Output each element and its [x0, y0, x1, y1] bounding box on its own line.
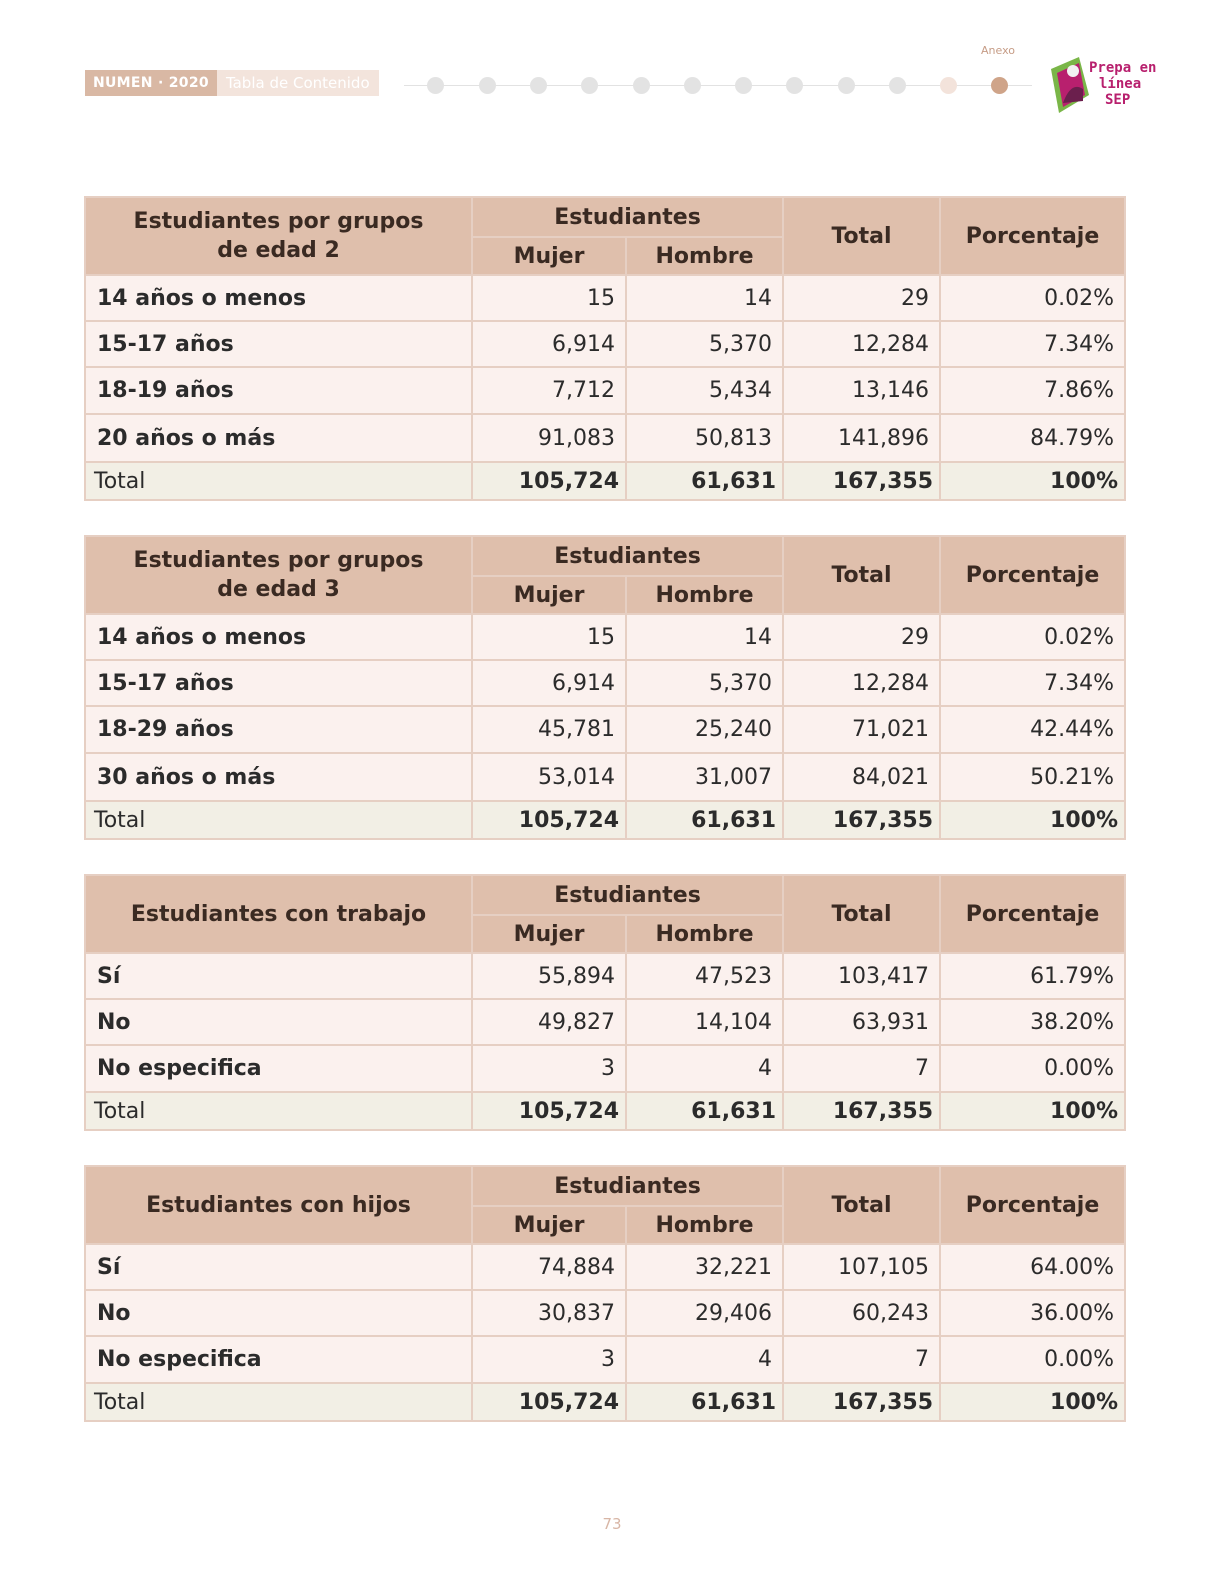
total-mujer: 105,724 [472, 801, 626, 839]
total-hombre: 61,631 [626, 801, 783, 839]
cell-pct: 42.44% [940, 706, 1125, 753]
section-nav-dot[interactable] [940, 77, 957, 94]
cell-total: 13,146 [783, 367, 940, 414]
table-row [85, 321, 1125, 367]
cell-mujer: 55,894 [472, 953, 626, 999]
cell-hombre: 50,813 [626, 414, 783, 462]
total-hombre: 61,631 [626, 462, 783, 500]
col-total-header: Total [783, 197, 940, 275]
table-title: Estudiantes por grupos de edad 2 [85, 197, 472, 275]
section-nav-dot[interactable] [684, 77, 701, 94]
row-label: No especifica [85, 1336, 472, 1383]
cell-total: 107,105 [783, 1244, 940, 1290]
col-hombre-header: Hombre [626, 1206, 783, 1244]
row-label: 14 años o menos [85, 275, 472, 321]
row-label: 14 años o menos [85, 614, 472, 660]
table-row [85, 414, 1125, 462]
cell-hombre: 47,523 [626, 953, 783, 999]
toc-link[interactable]: Tabla de Contenido [217, 70, 379, 96]
prepa-en-linea-logo [1049, 55, 1157, 115]
brand-label: NUMEN · 2020 [85, 70, 217, 96]
total-total: 167,355 [783, 801, 940, 839]
cell-total: 71,021 [783, 706, 940, 753]
section-nav-dot[interactable] [838, 77, 855, 94]
row-label: Sí [85, 953, 472, 999]
table-title: Estudiantes por grupos de edad 3 [85, 536, 472, 614]
col-mujer-header: Mujer [472, 915, 626, 953]
total-hombre: 61,631 [626, 1383, 783, 1421]
cell-total: 7 [783, 1336, 940, 1383]
row-label: 15-17 años [85, 321, 472, 367]
page-number: 73 [602, 1515, 622, 1533]
cell-pct: 7.86% [940, 367, 1125, 414]
table-title: Estudiantes con hijos [85, 1166, 472, 1244]
col-hombre-header: Hombre [626, 237, 783, 275]
cell-mujer: 15 [472, 614, 626, 660]
row-label: No [85, 1290, 472, 1336]
row-label: 30 años o más [85, 753, 472, 801]
col-total-header: Total [783, 536, 940, 614]
cell-mujer: 91,083 [472, 414, 626, 462]
total-mujer: 105,724 [472, 462, 626, 500]
total-label: Total [85, 1383, 472, 1421]
section-nav-dot[interactable] [735, 77, 752, 94]
cell-mujer: 30,837 [472, 1290, 626, 1336]
table-row [85, 367, 1125, 414]
total-label: Total [85, 462, 472, 500]
total-hombre: 61,631 [626, 1092, 783, 1130]
cell-total: 84,021 [783, 753, 940, 801]
section-nav-dot[interactable] [479, 77, 496, 94]
col-total-header: Total [783, 875, 940, 953]
logo-text-2: línea [1099, 76, 1142, 92]
total-label: Total [85, 801, 472, 839]
col-hombre-header: Hombre [626, 576, 783, 614]
total-row [85, 462, 1125, 500]
table-row [85, 999, 1125, 1045]
total-row [85, 1092, 1125, 1130]
cell-pct: 61.79% [940, 953, 1125, 999]
table-row [85, 1244, 1125, 1290]
cell-hombre: 31,007 [626, 753, 783, 801]
col-pct-header: Porcentaje [940, 197, 1125, 275]
section-nav-dot[interactable] [427, 77, 444, 94]
col-pct-header: Porcentaje [940, 1166, 1125, 1244]
cell-total: 63,931 [783, 999, 940, 1045]
section-nav-line [404, 85, 1032, 86]
col-total-header: Total [783, 1166, 940, 1244]
total-mujer: 105,724 [472, 1383, 626, 1421]
group-header: Estudiantes [472, 197, 783, 237]
total-total: 167,355 [783, 462, 940, 500]
table-row [85, 614, 1125, 660]
table-edad-3 [84, 535, 1126, 840]
col-hombre-header: Hombre [626, 915, 783, 953]
row-label: 18-19 años [85, 367, 472, 414]
cell-hombre: 5,370 [626, 321, 783, 367]
total-total: 167,355 [783, 1092, 940, 1130]
section-nav-dot-active[interactable] [991, 77, 1008, 94]
row-label: 15-17 años [85, 660, 472, 706]
table-row [85, 953, 1125, 999]
cell-pct: 0.00% [940, 1045, 1125, 1092]
cell-pct: 50.21% [940, 753, 1125, 801]
cell-hombre: 14 [626, 275, 783, 321]
row-label: No [85, 999, 472, 1045]
total-pct: 100% [940, 462, 1125, 500]
cell-total: 141,896 [783, 414, 940, 462]
total-mujer: 105,724 [472, 1092, 626, 1130]
cell-hombre: 5,370 [626, 660, 783, 706]
cell-hombre: 32,221 [626, 1244, 783, 1290]
table-con-hijos [84, 1165, 1126, 1422]
cell-hombre: 4 [626, 1336, 783, 1383]
cell-mujer: 49,827 [472, 999, 626, 1045]
cell-pct: 64.00% [940, 1244, 1125, 1290]
row-label: Sí [85, 1244, 472, 1290]
cell-mujer: 15 [472, 275, 626, 321]
cell-mujer: 74,884 [472, 1244, 626, 1290]
section-nav-dot[interactable] [786, 77, 803, 94]
cell-pct: 38.20% [940, 999, 1125, 1045]
section-label: Anexo [981, 44, 1015, 57]
logo-text-1: Prepa en [1089, 60, 1157, 76]
cell-total: 7 [783, 1045, 940, 1092]
cell-mujer: 3 [472, 1336, 626, 1383]
table-row [85, 1336, 1125, 1383]
cell-total: 29 [783, 275, 940, 321]
table-row [85, 1045, 1125, 1092]
col-pct-header: Porcentaje [940, 875, 1125, 953]
cell-total: 12,284 [783, 660, 940, 706]
cell-total: 12,284 [783, 321, 940, 367]
cell-hombre: 5,434 [626, 367, 783, 414]
section-nav-dot[interactable] [581, 77, 598, 94]
cell-pct: 0.02% [940, 275, 1125, 321]
cell-pct: 36.00% [940, 1290, 1125, 1336]
row-label: 18-29 años [85, 706, 472, 753]
section-nav-dot[interactable] [633, 77, 650, 94]
cell-hombre: 25,240 [626, 706, 783, 753]
col-mujer-header: Mujer [472, 237, 626, 275]
cell-total: 103,417 [783, 953, 940, 999]
table-row [85, 275, 1125, 321]
cell-pct: 7.34% [940, 660, 1125, 706]
cell-hombre: 29,406 [626, 1290, 783, 1336]
cell-pct: 84.79% [940, 414, 1125, 462]
cell-hombre: 4 [626, 1045, 783, 1092]
cell-hombre: 14,104 [626, 999, 783, 1045]
group-header: Estudiantes [472, 1166, 783, 1206]
table-title: Estudiantes con trabajo [85, 875, 472, 953]
cell-mujer: 3 [472, 1045, 626, 1092]
table-row [85, 660, 1125, 706]
header-tag [85, 70, 379, 96]
cell-mujer: 6,914 [472, 321, 626, 367]
col-mujer-header: Mujer [472, 576, 626, 614]
total-pct: 100% [940, 1092, 1125, 1130]
section-nav-dot[interactable] [530, 77, 547, 94]
col-pct-header: Porcentaje [940, 536, 1125, 614]
total-row [85, 1383, 1125, 1421]
table-edad-2 [84, 196, 1126, 501]
cell-mujer: 7,712 [472, 367, 626, 414]
cell-pct: 7.34% [940, 321, 1125, 367]
logo-text-3: SEP [1105, 92, 1131, 108]
table-row [85, 753, 1125, 801]
row-label: 20 años o más [85, 414, 472, 462]
total-total: 167,355 [783, 1383, 940, 1421]
cell-total: 29 [783, 614, 940, 660]
cell-hombre: 14 [626, 614, 783, 660]
section-nav-dot[interactable] [889, 77, 906, 94]
cell-mujer: 45,781 [472, 706, 626, 753]
table-row [85, 1290, 1125, 1336]
total-pct: 100% [940, 1383, 1125, 1421]
cell-mujer: 53,014 [472, 753, 626, 801]
cell-total: 60,243 [783, 1290, 940, 1336]
total-pct: 100% [940, 801, 1125, 839]
total-label: Total [85, 1092, 472, 1130]
col-mujer-header: Mujer [472, 1206, 626, 1244]
cell-pct: 0.00% [940, 1336, 1125, 1383]
total-row [85, 801, 1125, 839]
table-row [85, 706, 1125, 753]
cell-pct: 0.02% [940, 614, 1125, 660]
cell-mujer: 6,914 [472, 660, 626, 706]
table-con-trabajo [84, 874, 1126, 1131]
group-header: Estudiantes [472, 875, 783, 915]
group-header: Estudiantes [472, 536, 783, 576]
row-label: No especifica [85, 1045, 472, 1092]
